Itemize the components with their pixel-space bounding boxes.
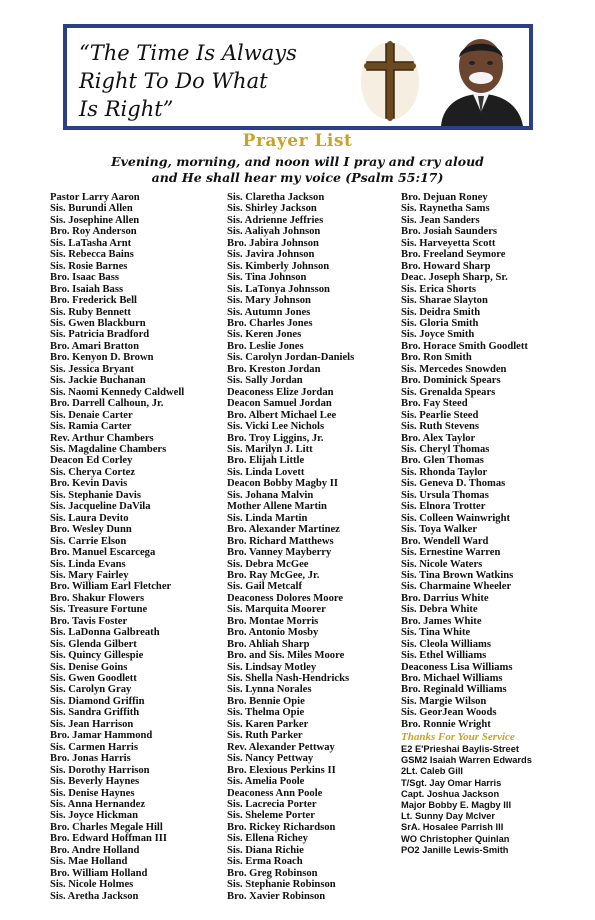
- prayer-list-item: Bro. Vanney Mayberry: [227, 547, 332, 559]
- prayer-list-item: Sis. Denise Haynes: [50, 787, 135, 799]
- cross-icon: [359, 40, 421, 122]
- prayer-list-item: Sis. Tina White: [401, 627, 471, 639]
- prayer-list-item: Bro. Richard Matthews: [227, 535, 334, 547]
- prayer-list-item: Bro. Charles Megale Hill: [50, 821, 163, 833]
- service-heading: Thanks For Your Service: [401, 731, 515, 743]
- prayer-list-item: Sis. Amelia Poole: [227, 776, 305, 788]
- prayer-list-item: Pastor Larry Aaron: [50, 192, 140, 203]
- prayer-list-item: Sis. Mary Johnson: [227, 295, 311, 307]
- prayer-list-item: Sis. Diana Richie: [227, 844, 304, 856]
- prayer-list-item: Sis. Quincy Gillespie: [50, 650, 144, 662]
- prayer-list-item: Sis. Erica Shorts: [401, 283, 477, 295]
- prayer-list-item: Sis. Tina Johnson: [227, 272, 307, 284]
- prayer-list-item: Sis. Margie Wilson: [401, 695, 487, 707]
- prayer-list-item: Sis. Cleola Williams: [401, 638, 491, 650]
- prayer-list-item: Sis. Rebecca Bains: [50, 249, 134, 261]
- prayer-list-item: Sis. Sheleme Porter: [227, 810, 315, 822]
- prayer-list-item: Bro. Jabira Johnson: [227, 237, 319, 249]
- prayer-list-item: Mother Allene Martin: [227, 501, 327, 513]
- prayer-list-item: Sis. Gail Metcalf: [227, 581, 303, 593]
- service-list-item: SrA. Hosalee Parrish III: [401, 822, 504, 833]
- prayer-list-item: Sis. Ernestine Warren: [401, 547, 501, 559]
- prayer-list-item: Sis. Carolyn Jordan-Daniels: [227, 352, 355, 364]
- prayer-list-item: Sis. Mary Fairley: [50, 569, 129, 581]
- prayer-list-item: Sis. Ethel Williams: [401, 650, 487, 662]
- prayer-list-item: Sis. Sandra Griffith: [50, 707, 140, 719]
- service-list-item: Lt. Sunny Day McIver: [401, 811, 496, 822]
- prayer-list-item: Bro. Josiah Saunders: [401, 226, 498, 238]
- quote-line: Right To Do What: [79, 69, 268, 93]
- prayer-list-item: Sis. LaDonna Galbreath: [50, 627, 160, 639]
- prayer-list-item: Bro. Albert Michael Lee: [227, 409, 337, 421]
- prayer-list-item: Sis. Pearlie Steed: [401, 409, 479, 421]
- verse-line: Evening, morning, and noon will I pray and cry aloud: [111, 154, 484, 169]
- prayer-list-item: Sis. Mercedes Snowden: [401, 363, 507, 375]
- quote-line: “The Time Is Always: [79, 41, 297, 65]
- prayer-list-item: Bro. Reginald Williams: [401, 684, 507, 696]
- service-list-item: Major Bobby E. Magby III: [401, 800, 512, 811]
- prayer-list-item: Bro. Dominick Spears: [401, 375, 501, 387]
- prayer-list-item: Sis. Aaliyah Johnson: [227, 226, 321, 238]
- prayer-list-item: Sis. Jessica Bryant: [50, 363, 134, 375]
- prayer-list-item: Bro. Elijah Little: [227, 455, 305, 467]
- prayer-column-2: [227, 192, 354, 902]
- prayer-list-item: Bro. Wendell Ward: [401, 535, 489, 547]
- banner: [63, 24, 533, 130]
- service-list-item: E2 E'Prieshai Baylis-Street: [401, 744, 519, 754]
- prayer-list-item: Bro. Bennie Opie: [227, 695, 305, 707]
- prayer-list-item: Rev. Alexander Pettway: [227, 741, 335, 753]
- prayer-list-item: Bro. Elexious Perkins II: [227, 764, 336, 776]
- page-title: Prayer List: [242, 131, 353, 151]
- service-list-item: PO2 Janille Lewis-Smith: [401, 844, 509, 855]
- prayer-list-item: Bro. Wesley Dunn: [50, 524, 132, 536]
- prayer-list-item: Sis. Lindsay Motley: [227, 661, 317, 673]
- prayer-list-item: Sis. Kimberly Johnson: [227, 260, 330, 272]
- prayer-list-item: Sis. Harveyetta Scott: [401, 237, 496, 249]
- prayer-list-item: Sis. Debra White: [401, 604, 478, 616]
- prayer-list-item: Bro. Kevin Davis: [50, 478, 128, 490]
- prayer-list-item: Deac. Joseph Sharp, Sr.: [401, 272, 508, 284]
- prayer-list-item: Sis. Laura Devito: [50, 512, 129, 524]
- prayer-list-item: Sis. Aretha Jackson: [50, 890, 139, 902]
- prayer-list-item: Bro. Darrius White: [401, 592, 489, 604]
- prayer-list-item: Sis. Thelma Opie: [227, 707, 305, 719]
- prayer-list-item: Sis. Debra McGee: [227, 558, 309, 570]
- prayer-list-item: Bro. Isaiah Bass: [50, 283, 124, 295]
- prayer-list-item: Deaconess Lisa Williams: [401, 661, 513, 673]
- prayer-list-item: Sis. Stephanie Robinson: [227, 879, 336, 891]
- prayer-list-item: Sis. Ramia Carter: [50, 421, 132, 433]
- prayer-list-item: Sis. Grenalda Spears: [401, 386, 496, 398]
- prayer-list-item: Sis. Rosie Barnes: [50, 260, 128, 272]
- prayer-list-item: Bro. Troy Liggins, Jr.: [227, 432, 324, 444]
- prayer-list-item: Sis. Marilyn J. Litt: [227, 443, 313, 455]
- prayer-list-item: Sis. Rhonda Taylor: [401, 466, 488, 478]
- prayer-list-item: Sis. Jackie Buchanan: [50, 375, 146, 387]
- service-list-item: WO Christopher Quinlan: [401, 833, 510, 844]
- prayer-list-item: Sis. Jean Sanders: [401, 214, 480, 226]
- prayer-list-item: Sis. Mae Holland: [50, 856, 128, 868]
- prayer-list-item: Sis. Adrienne Jeffries: [227, 214, 324, 226]
- prayer-list-item: Sis. Glenda Gilbert: [50, 638, 137, 650]
- prayer-list-item: Bro. Charles Jones: [227, 317, 313, 329]
- prayer-list-item: Sis. Ellena Richey: [227, 833, 308, 845]
- prayer-list-item: Bro. Montae Morris: [227, 615, 319, 627]
- prayer-list-item: Sis. Joyce Smith: [401, 329, 475, 341]
- prayer-list-item: Bro. Shakur Flowers: [50, 592, 145, 604]
- prayer-list-item: Sis. Burundi Allen: [50, 203, 133, 215]
- prayer-list-item: Sis. Colleen Wainwright: [401, 512, 510, 524]
- prayer-list-item: Sis. LaTasha Arnt: [50, 237, 132, 249]
- verse-line: and He shall hear my voice (Psalm 55:17): [151, 170, 444, 185]
- portrait: [433, 28, 529, 126]
- prayer-list-item: Sis. Sally Jordan: [227, 375, 303, 387]
- prayer-list-item: Deacon Ed Corley: [50, 455, 133, 467]
- prayer-list-item: Bro. Freeland Seymore: [401, 249, 506, 261]
- prayer-list-item: Sis. Anna Hernandez: [50, 799, 146, 811]
- prayer-list-item: Bro. Edward Hoffman III: [50, 833, 167, 845]
- prayer-list-item: Sis. Carmen Harris: [50, 741, 138, 753]
- prayer-list-item: Sis. Nicole Holmes: [50, 879, 134, 891]
- prayer-list-item: Sis. Gwen Goodlett: [50, 673, 137, 685]
- prayer-list-item: Sis. GeorJean Woods: [401, 707, 497, 719]
- prayer-list-item: Sis. Cheryl Thomas: [401, 443, 490, 455]
- prayer-list-item: Deaconess Dolores Moore: [227, 592, 344, 604]
- prayer-list-item: Sis. Geneva D. Thomas: [401, 478, 506, 490]
- prayer-list-item: Sis. Diamond Griffin: [50, 695, 145, 707]
- prayer-list-item: Sis. Denise Goins: [50, 661, 128, 673]
- prayer-list-item: Bro. James White: [401, 615, 482, 627]
- prayer-list-item: Bro. Leslie Jones: [227, 340, 304, 352]
- prayer-list-item: Sis. Jacqueline DaVila: [50, 501, 151, 513]
- prayer-list-item: Sis. Stephanie Davis: [50, 489, 141, 501]
- prayer-list-item: Sis. Erma Roach: [227, 856, 303, 868]
- service-list-item: GSM2 Isaiah Warren Edwards: [401, 755, 532, 766]
- prayer-list-item: Sis. Carrie Elson: [50, 535, 127, 547]
- prayer-list-item: Deacon Samuel Jordan: [227, 398, 332, 410]
- prayer-list-item: Bro. Darrell Calhoun, Jr.: [50, 398, 164, 410]
- prayer-list-item: Sis. Magdaline Chambers: [50, 443, 167, 455]
- prayer-list-item: Bro. Greg Robinson: [227, 867, 318, 879]
- prayer-list-item: Bro. Tavis Foster: [50, 615, 128, 627]
- prayer-list-item: Bro. Alex Taylor: [401, 432, 476, 444]
- prayer-column-1: [50, 192, 184, 902]
- prayer-list-item: Sis. Naomi Kennedy Caldwell: [50, 386, 185, 398]
- prayer-column-3: [401, 192, 528, 730]
- prayer-list-item: Sis. Charmaine Wheeler: [401, 581, 512, 593]
- prayer-list-item: Bro. Alexander Martinez: [227, 524, 340, 536]
- prayer-list-item: Sis. Johana Malvin: [227, 489, 314, 501]
- prayer-list-item: Sis. Ruth Stevens: [401, 421, 479, 433]
- prayer-list-item: Sis. Treasure Fortune: [50, 604, 148, 616]
- prayer-list-item: Bro. William Earl Fletcher: [50, 581, 172, 593]
- prayer-list-item: Bro. Jonas Harris: [50, 753, 131, 765]
- prayer-list-item: Bro. Isaac Bass: [50, 272, 119, 284]
- prayer-list-item: Sis. Deidra Smith: [401, 306, 481, 318]
- prayer-list-item: Bro. Ron Smith: [401, 352, 472, 364]
- prayer-list-item: Bro. Horace Smith Goodlett: [401, 340, 528, 352]
- prayer-list-item: Bro. Antonio Mosby: [227, 627, 319, 639]
- prayer-list-item: Sis. Linda Evans: [50, 558, 126, 570]
- quote-line: Is Right”: [79, 97, 174, 121]
- prayer-list-item: Bro. Andre Holland: [50, 844, 140, 856]
- banner-quote: [79, 39, 297, 123]
- prayer-list-item: Bro. Amari Bratton: [50, 340, 139, 352]
- prayer-list-item: Sis. Claretha Jackson: [227, 192, 325, 203]
- prayer-list-item: Sis. Jean Harrison: [50, 718, 134, 730]
- prayer-list-item: Sis. Marquita Moorer: [227, 604, 326, 616]
- prayer-list-item: Sis. Lynna Norales: [227, 684, 312, 696]
- prayer-list-item: Sis. Shella Nash-Hendricks: [227, 673, 350, 685]
- prayer-list-item: Sis. Vicki Lee Nichols: [227, 421, 325, 433]
- prayer-list-item: Sis. LaTonya Johnsson: [227, 283, 330, 295]
- service-list-item: T/Sgt. Jay Omar Harris: [401, 777, 502, 788]
- prayer-list-item: Bro. Dejuan Roney: [401, 192, 488, 203]
- prayer-list-item: Sis. Ruth Parker: [227, 730, 303, 742]
- prayer-list-item: Sis. Gwen Blackburn: [50, 317, 146, 329]
- prayer-list-item: Sis. Elnora Trotter: [401, 501, 486, 513]
- prayer-list-item: Sis. Javira Johnson: [227, 249, 315, 261]
- prayer-list-item: Bro. Ray McGee, Jr.: [227, 569, 320, 581]
- prayer-list-item: Bro. Ronnie Wright: [401, 718, 491, 730]
- prayer-list-item: Bro. Frederick Bell: [50, 295, 137, 307]
- prayer-list-item: Bro. Kenyon D. Brown: [50, 352, 154, 364]
- prayer-list-item: Sis. Keren Jones: [227, 329, 302, 341]
- prayer-list-item: Sis. Sharae Slayton: [401, 295, 488, 307]
- prayer-list-item: Sis. Patricia Bradford: [50, 329, 150, 341]
- prayer-list-item: Sis. Ursula Thomas: [401, 489, 489, 501]
- prayer-list-item: Sis. Nicole Waters: [401, 558, 483, 570]
- prayer-list-item: Sis. Gloria Smith: [401, 317, 479, 329]
- prayer-list-item: Sis. Beverly Haynes: [50, 776, 140, 788]
- prayer-list-item: Bro. Michael Williams: [401, 673, 503, 685]
- prayer-list-item: Sis. Lacrecia Porter: [227, 799, 317, 811]
- prayer-list-item: Bro. Ahliah Sharp: [227, 638, 310, 650]
- prayer-list-item: Sis. Carolyn Gray: [50, 684, 132, 696]
- prayer-list-item: Bro. William Holland: [50, 867, 148, 879]
- prayer-list-item: Bro. Howard Sharp: [401, 260, 491, 272]
- prayer-list-item: Bro. Kreston Jordan: [227, 363, 321, 375]
- prayer-list-item: Deaconess Ann Poole: [227, 787, 323, 799]
- service-list-item: Capt. Joshua Jackson: [401, 788, 500, 799]
- prayer-list-item: Bro. Fay Steed: [401, 398, 468, 410]
- prayer-list-item: Deaconess Elize Jordan: [227, 386, 334, 398]
- prayer-list-item: Bro. and Sis. Miles Moore: [227, 650, 345, 662]
- prayer-list-item: Bro. Roy Anderson: [50, 226, 137, 238]
- prayer-list-item: Sis. Tina Brown Watkins: [401, 569, 514, 581]
- prayer-list-item: Sis. Shirley Jackson: [227, 203, 317, 215]
- prayer-list-item: Bro. Glen Thomas: [401, 455, 484, 467]
- prayer-list-item: Bro. Xavier Robinson: [227, 890, 326, 902]
- prayer-list-item: Rev. Arthur Chambers: [50, 432, 154, 444]
- prayer-list-item: Sis. Toya Walker: [401, 524, 478, 536]
- prayer-list-item: Sis. Ruby Bennett: [50, 306, 131, 318]
- prayer-list-item: Sis. Nancy Pettway: [227, 753, 314, 765]
- prayer-list-item: Sis. Karen Parker: [227, 718, 309, 730]
- service-list-item: 2Lt. Caleb Gill: [401, 766, 463, 777]
- prayer-list-item: Deacon Bobby Magby II: [227, 478, 338, 490]
- scripture-verse: [0, 154, 595, 186]
- service-list: [401, 744, 532, 856]
- prayer-list-item: Sis. Linda Martin: [227, 512, 308, 524]
- prayer-list-item: Bro. Jamar Hammond: [50, 730, 153, 742]
- prayer-list-item: Sis. Josephine Allen: [50, 214, 140, 226]
- prayer-list-item: Sis. Linda Lovett: [227, 466, 305, 478]
- prayer-list-item: Sis. Cherya Cortez: [50, 466, 136, 478]
- prayer-list-item: Sis. Raynetha Sams: [401, 203, 490, 215]
- prayer-list-item: Sis. Denaie Carter: [50, 409, 133, 421]
- prayer-list-item: Sis. Joyce Hickman: [50, 810, 138, 822]
- prayer-list-item: Bro. Rickey Richardson: [227, 821, 336, 833]
- prayer-list-item: Sis. Dorothy Harrison: [50, 764, 150, 776]
- prayer-list-item: Bro. Manuel Escarcega: [50, 547, 156, 559]
- prayer-list-item: Sis. Autumn Jones: [227, 306, 311, 318]
